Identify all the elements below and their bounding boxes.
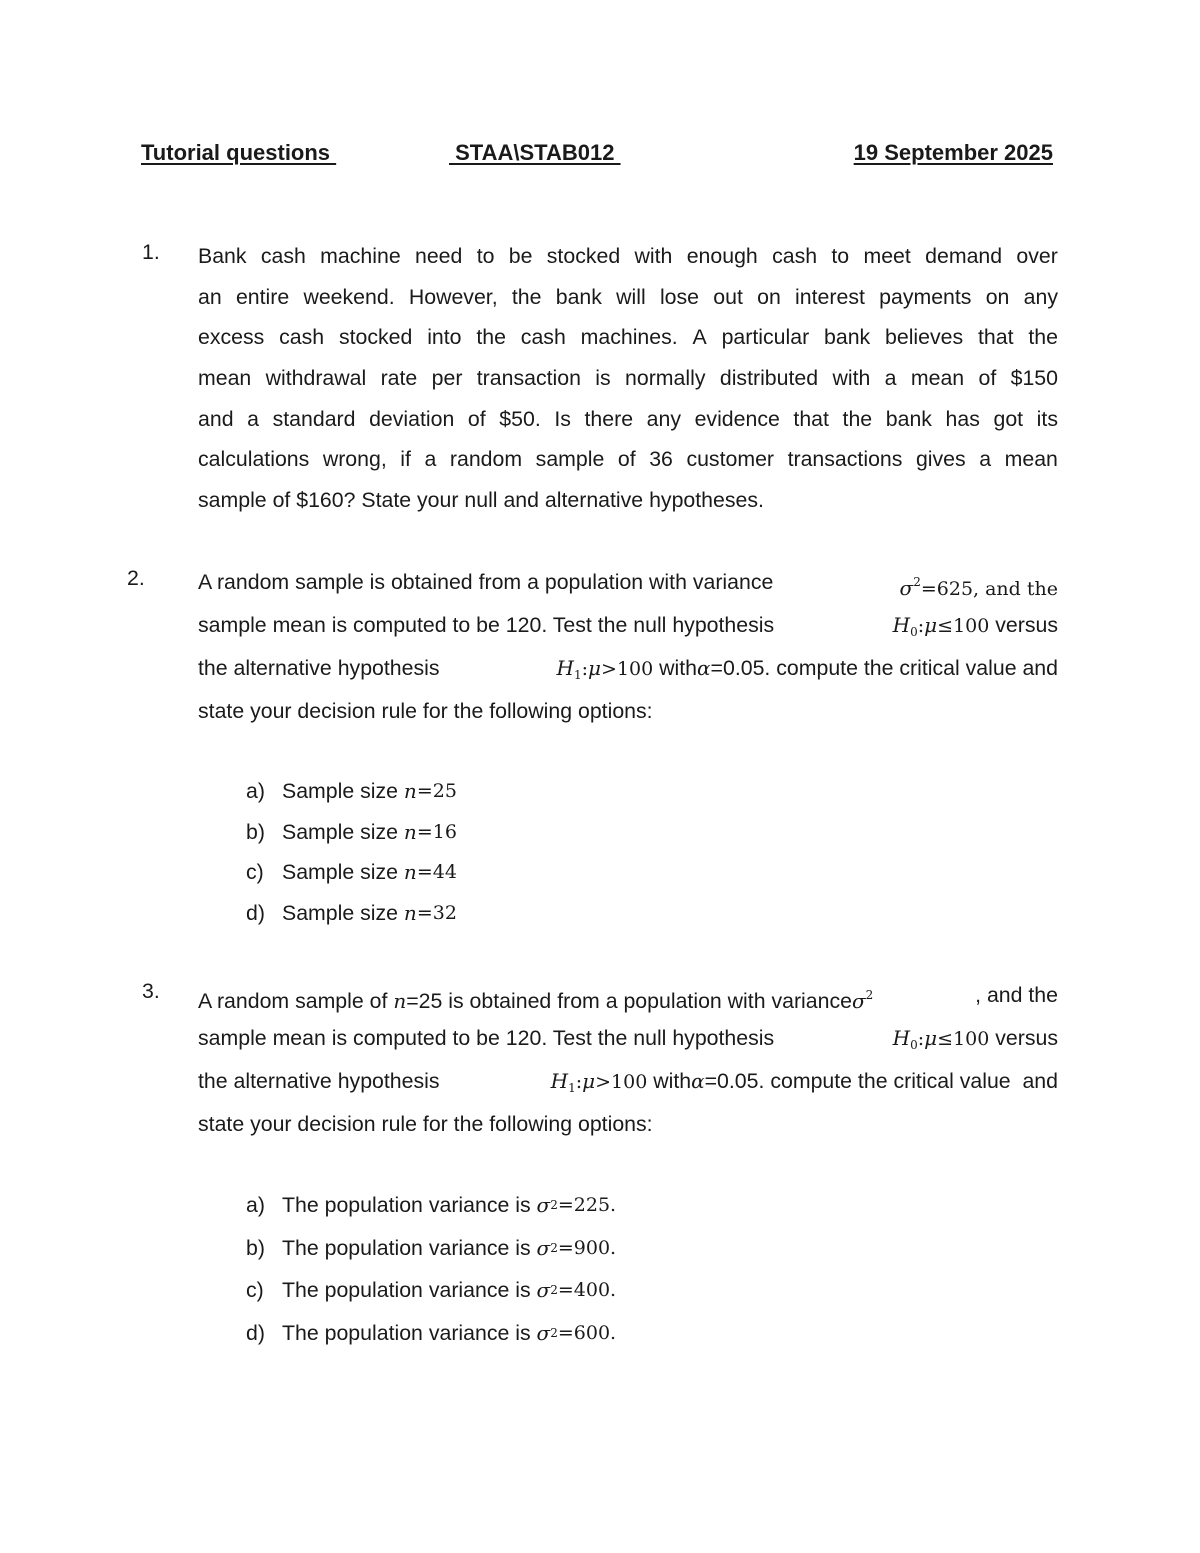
option-label: a) bbox=[246, 1193, 265, 1217]
exponent: 2 bbox=[550, 1240, 558, 1255]
sigma-symbol: σ bbox=[851, 989, 866, 1013]
word: a bbox=[979, 447, 992, 472]
option-value: =32 bbox=[416, 901, 457, 924]
word: $150 bbox=[1010, 366, 1058, 391]
word: rate bbox=[380, 366, 418, 391]
text-line bbox=[198, 362, 1058, 403]
subscript: 1 bbox=[568, 1081, 576, 1095]
n-symbol: n bbox=[403, 900, 417, 925]
text-segment: with bbox=[647, 1069, 692, 1093]
text-segment: sample mean is computed to be 120. Test the null hypothesis bbox=[198, 1026, 781, 1050]
word: will bbox=[616, 284, 646, 309]
math-value: >100 bbox=[601, 658, 654, 680]
option-label: d) bbox=[246, 900, 265, 925]
option-label: a) bbox=[246, 779, 265, 803]
alpha-symbol: α bbox=[697, 656, 711, 680]
sigma-symbol: σ bbox=[536, 1235, 551, 1260]
text-line bbox=[198, 443, 1058, 484]
option-text: Sample size bbox=[282, 819, 404, 844]
exponent: 2 bbox=[865, 988, 874, 1002]
word: any bbox=[1023, 284, 1058, 309]
mu-symbol: μ bbox=[588, 656, 602, 680]
text-line bbox=[198, 321, 1058, 362]
word: withdrawal bbox=[265, 366, 367, 391]
math-value: ≤100 bbox=[937, 1028, 990, 1050]
sigma-symbol: σ bbox=[536, 1278, 551, 1302]
option-label: d) bbox=[246, 1320, 265, 1345]
n-symbol: n bbox=[393, 989, 407, 1013]
subscript: 0 bbox=[910, 625, 918, 639]
question-text bbox=[198, 979, 1058, 1149]
question-number: 2. bbox=[127, 566, 145, 590]
text-line bbox=[198, 1022, 1058, 1065]
word: cash bbox=[260, 244, 306, 268]
h-symbol: H bbox=[892, 1026, 911, 1050]
word: However, bbox=[408, 284, 498, 309]
word: be bbox=[508, 244, 533, 268]
colon: : bbox=[917, 1028, 925, 1050]
option-value: =400. bbox=[557, 1279, 617, 1301]
word: believes bbox=[885, 325, 964, 350]
text-line bbox=[198, 403, 1058, 444]
word: the bbox=[511, 284, 542, 309]
word: with bbox=[832, 366, 871, 391]
word: of bbox=[617, 447, 636, 472]
option-value: =25 bbox=[416, 780, 457, 802]
word: 36 bbox=[649, 447, 673, 472]
math-value: >100 bbox=[595, 1071, 648, 1093]
word: of bbox=[467, 406, 486, 431]
n-symbol: n bbox=[403, 779, 417, 803]
colon: : bbox=[575, 1071, 583, 1093]
exponent: 2 bbox=[550, 1198, 558, 1212]
question-text bbox=[198, 566, 1058, 736]
option-text: Sample size bbox=[282, 779, 404, 803]
option-value: =44 bbox=[416, 861, 457, 884]
word: calculations bbox=[198, 447, 310, 472]
word: a bbox=[424, 447, 437, 472]
word: bank bbox=[555, 284, 602, 309]
list-item bbox=[246, 816, 946, 857]
word: deviation bbox=[369, 406, 455, 431]
word: customer bbox=[686, 447, 775, 472]
header-date: 19 September 2025 bbox=[853, 140, 1053, 165]
subscript: 0 bbox=[910, 1038, 918, 1052]
word: mean bbox=[910, 366, 965, 391]
mu-symbol: μ bbox=[924, 1026, 938, 1050]
word: cash bbox=[772, 244, 818, 268]
text-line bbox=[198, 281, 1058, 322]
word: distributed bbox=[719, 366, 819, 391]
word: that bbox=[793, 406, 829, 431]
word: machine bbox=[320, 244, 401, 268]
word: interest bbox=[795, 284, 865, 309]
alpha-symbol: α bbox=[691, 1069, 705, 1093]
word: bank bbox=[885, 406, 932, 431]
math-value: =625, and the bbox=[920, 578, 1058, 600]
option-label: b) bbox=[246, 819, 265, 844]
option-text: The population variance is bbox=[282, 1193, 537, 1217]
text-line bbox=[198, 609, 1058, 652]
word: the bbox=[1028, 325, 1058, 350]
word: per bbox=[431, 366, 463, 391]
word: stocked bbox=[338, 325, 413, 350]
word: gives bbox=[915, 447, 966, 472]
option-text: The population variance is bbox=[282, 1320, 537, 1345]
list-item bbox=[246, 1317, 946, 1360]
word: if bbox=[400, 447, 411, 472]
text-segment: =0.05. compute the critical value and bbox=[704, 1069, 1058, 1093]
exponent: 2 bbox=[550, 1325, 558, 1340]
word: random bbox=[449, 447, 523, 472]
word: its bbox=[1036, 406, 1058, 431]
word: Is bbox=[554, 406, 571, 431]
option-text: The population variance is bbox=[282, 1235, 537, 1260]
word: got bbox=[993, 406, 1024, 431]
word: normally bbox=[625, 366, 706, 391]
option-text: The population variance is bbox=[282, 1278, 537, 1302]
mu-symbol: μ bbox=[582, 1069, 596, 1093]
text-segment: A random sample is obtained from a population with variance bbox=[198, 570, 780, 594]
sigma-symbol: σ bbox=[536, 1320, 551, 1345]
word: lose bbox=[659, 284, 700, 309]
text-segment: versus bbox=[989, 613, 1058, 637]
text-line: sample of $160? State your null and alternative hypotheses. bbox=[198, 488, 764, 513]
word: that bbox=[977, 325, 1014, 350]
text-line bbox=[198, 1065, 1058, 1108]
exponent: 2 bbox=[550, 1283, 558, 1297]
exponent: 2 bbox=[913, 575, 921, 589]
word: wrong, bbox=[322, 447, 387, 472]
option-value: =225. bbox=[557, 1194, 617, 1216]
word: has bbox=[945, 406, 980, 431]
word: Bank bbox=[198, 244, 247, 268]
text-segment: , and the bbox=[975, 983, 1058, 1007]
word: weekend. bbox=[303, 284, 395, 309]
header-course-code: STAA\STAB012 bbox=[449, 140, 621, 165]
list-item bbox=[246, 1189, 946, 1232]
option-value: =16 bbox=[416, 820, 457, 843]
word: with bbox=[634, 244, 673, 268]
mu-symbol: μ bbox=[924, 613, 938, 637]
word: entire bbox=[235, 284, 290, 309]
question-2-options bbox=[246, 775, 946, 937]
n-symbol: n bbox=[403, 860, 417, 885]
word: mean bbox=[1004, 447, 1058, 472]
word: excess bbox=[198, 325, 265, 350]
h-symbol: H bbox=[556, 656, 574, 680]
subscript: 1 bbox=[573, 668, 582, 682]
word: the bbox=[842, 406, 873, 431]
word: enough bbox=[686, 244, 758, 268]
word: cash bbox=[520, 325, 566, 350]
word: meet bbox=[863, 244, 911, 268]
option-label: c) bbox=[246, 860, 264, 885]
word: and bbox=[198, 406, 234, 431]
document-header bbox=[141, 140, 1053, 172]
list-item bbox=[246, 1274, 946, 1317]
word: a bbox=[884, 366, 897, 391]
list-item bbox=[246, 856, 946, 897]
word: into bbox=[427, 325, 462, 350]
word: on bbox=[985, 284, 1010, 309]
word: over bbox=[1016, 244, 1058, 268]
word: of bbox=[978, 366, 997, 391]
word: A bbox=[692, 325, 707, 350]
text-line bbox=[198, 240, 1058, 281]
word: $50. bbox=[499, 406, 541, 431]
option-label: c) bbox=[246, 1278, 264, 1302]
text-line bbox=[198, 979, 1058, 1022]
text-segment: with bbox=[653, 656, 698, 680]
word: the bbox=[476, 325, 506, 350]
word: particular bbox=[721, 325, 810, 350]
word: out bbox=[713, 284, 743, 309]
word: transaction bbox=[476, 366, 581, 391]
text-segment: sample mean is computed to be 120. Test the null hypothesis bbox=[198, 613, 781, 637]
word: is bbox=[595, 366, 611, 391]
word: payments bbox=[879, 284, 972, 309]
word: machines. bbox=[580, 325, 678, 350]
word: cash bbox=[279, 325, 325, 350]
text-line: state your decision rule for the following options: bbox=[198, 699, 653, 723]
list-item bbox=[246, 775, 946, 816]
word: on bbox=[757, 284, 781, 309]
text-line bbox=[198, 566, 1058, 609]
word: sample bbox=[535, 447, 605, 472]
text-line: state your decision rule for the following options: bbox=[198, 1112, 653, 1136]
word: evidence bbox=[694, 406, 780, 431]
word: standard bbox=[272, 406, 356, 431]
word: there bbox=[584, 406, 634, 431]
text-segment: A random sample of bbox=[198, 989, 394, 1013]
question-text bbox=[198, 240, 1058, 525]
word: bank bbox=[824, 325, 871, 350]
list-item bbox=[246, 1232, 946, 1275]
option-text: Sample size bbox=[282, 860, 404, 885]
word: a bbox=[247, 406, 259, 431]
colon: : bbox=[581, 658, 589, 680]
question-number: 3. bbox=[142, 979, 160, 1003]
question-3-options bbox=[246, 1189, 946, 1359]
sigma-symbol: σ bbox=[899, 576, 914, 600]
h-symbol: H bbox=[892, 613, 911, 637]
text-line bbox=[198, 652, 1058, 695]
text-segment: the alternative hypothesis bbox=[198, 656, 446, 680]
header-title: Tutorial questions bbox=[141, 140, 337, 165]
text-segment: =0.05. compute the critical value and bbox=[710, 656, 1058, 680]
h-symbol: H bbox=[550, 1069, 569, 1093]
colon: : bbox=[917, 615, 925, 637]
list-item bbox=[246, 897, 946, 938]
word: demand bbox=[925, 244, 1003, 268]
text-segment: the alternative hypothesis bbox=[198, 1069, 446, 1093]
word: any bbox=[646, 406, 681, 431]
sigma-symbol: σ bbox=[536, 1193, 551, 1217]
word: mean bbox=[198, 366, 252, 391]
n-symbol: n bbox=[403, 819, 417, 844]
math-value: ≤100 bbox=[937, 615, 990, 637]
word: to bbox=[831, 244, 850, 268]
word: stocked bbox=[546, 244, 621, 268]
word: need bbox=[414, 244, 463, 268]
option-text: Sample size bbox=[282, 900, 404, 925]
question-number: 1. bbox=[142, 240, 160, 264]
option-value: =900. bbox=[557, 1236, 617, 1259]
text-segment: =25 is obtained from a population with variance bbox=[406, 989, 852, 1013]
text-segment: versus bbox=[989, 1026, 1058, 1050]
word: transactions bbox=[787, 447, 903, 472]
word: to bbox=[476, 244, 495, 268]
option-label: b) bbox=[246, 1235, 265, 1260]
word: an bbox=[198, 284, 222, 309]
option-value: =600. bbox=[557, 1321, 617, 1344]
